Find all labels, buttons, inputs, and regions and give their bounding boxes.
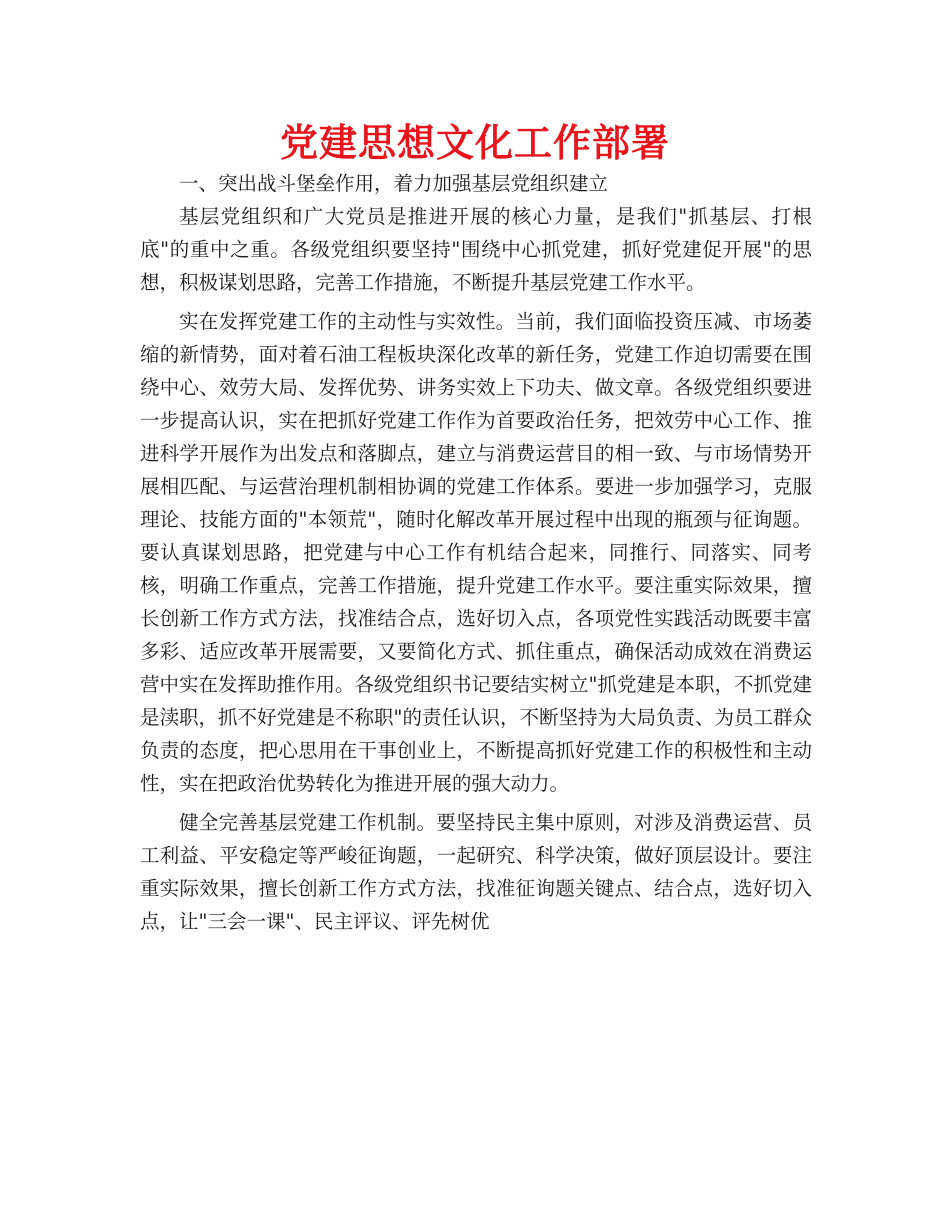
paragraph-2: 实在发挥党建工作的主动性与实效性。当前，我们面临投资压减、市场萎缩的新情势，面对着石油工程板块深化改革的新任务，党建工作迫切需要在围绕中心、效劳大局、发挥优势、讲务实效上下功夫、做文章。各级党组织要进一步提高认识，实在把抓好党建工作作为首要政治任务，把效劳中心工作、推进科学开展作为出发点和落脚点，建立与消费运营目的相一致、与市场情势开展相匹配、与运营治理机制相协调的党建工作体系。要进一步加强学习，克服理论、技能方面的"本领荒"，随时化解改革开展过程中出现的瓶颈与征询题。要认真谋划思路，把党建与中心工作有机结合起来，同推行、同落实、同考核，明确工作重点，完善工作措施，提升党建工作水平。要注重实际效果，擅长创新工作方式方法，找准结合点，选好切入点，各项党性实践活动既要丰富多彩、适应改革开展需要，又要简化方式、抓住重点，确保活动成效在消费运营中实在发挥助推作用。各级党组织书记要结实树立"抓党建是本职，不抓党建是渎职，抓不好党建是不称职"的责任认识，不断坚持为大局负责、为员工群众负责的态度，把心思用在干事创业上，不断提高抓好党建工作的积极性和主动性，实在把政治优势转化为推进开展的强大动力。 (140, 310, 812, 795)
paragraph-1: 基层党组织和广大党员是推进开展的核心力量，是我们"抓基层、打根底"的重中之重。各级党组织要坚持"围绕中心抓党建，抓好党建促开展"的思想，积极谋划思路，完善工作措施，不断提升基层党建工作水平。 (140, 205, 812, 294)
paragraph-3: 健全完善基层党建工作机制。要坚持民主集中原则，对涉及消费运营、员工利益、平安稳定等严峻征询题，一起研究、科学决策，做好顶层设计。要注重实际效果，擅长创新工作方式方法，找准征询题关键点、结合点，选好切入点，让"三会一课"、民主评议、评先树优 (140, 811, 812, 933)
section-heading-1: 一、突出战斗堡垒作用，着力加强基层党组织建立 (179, 172, 609, 195)
document-title: 党建思想文化工作部署 (279, 120, 670, 165)
document-body (140, 167, 812, 938)
